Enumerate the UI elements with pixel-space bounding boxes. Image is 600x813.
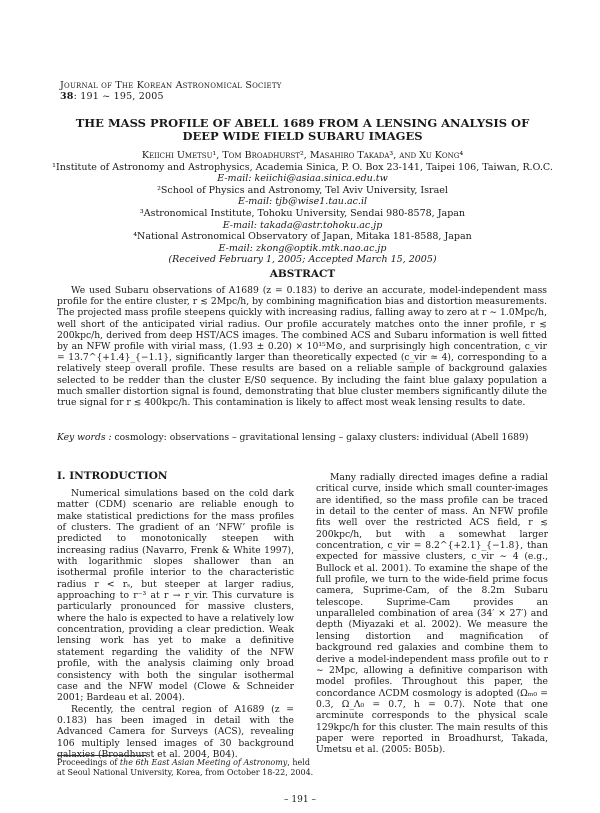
footnote-meeting: the 6th East Asian Meeting of Astronomy [119,758,288,767]
page-number: – 191 – [284,795,316,805]
right-column [316,472,548,756]
intro-paragraph-2: Recently, the central region of A1689 (z = 0.183) has been imaged in detail with the Advanced Camera for Surveys (ACS), revealing 106 multiply lensed images of 30 background galaxies (Broadhurst et al. 2004, B04). [57,703,294,760]
paper-title [60,117,545,142]
journal-volume: 38 [60,91,74,102]
footnote-suffix: , held at Seoul National University, Korea, from October 18-22, 2004. [57,758,314,777]
title-line-1: THE MASS PROFILE OF ABELL 1689 FROM A LENSING ANALYSIS OF [75,116,530,130]
email-1: E-mail: keiichi@asiaa.sinica.edu.tw [217,173,388,185]
journal-header [60,80,282,102]
intro-paragraph-3: Many radially directed images define a radial critical curve, inside which small counter-images are identified, so the mass profile can be traced in detail to the center of mass. An NFW profile fits well over the restricted ACS field, r ≲ 200kpc/h, but with a somewhat larger concentration, c_vir = 8.2^{+2.1}_{−1.8}, than expected for massive clusters, c_vir ∼ 4 (e.g., Bullock et al. 2001). To examine the shape of the full profile, we turn to the wide-field prime focus camera, Suprime-Cam, of the 8.2m Subaru telescope. Suprime-Cam provides an unparalleled combination of area (34′ × 27′) and depth (Miyazaki et al. 2002). We measure the lensing distortion and magnification of background red galaxies and combine them to derive a model-independent mass profile out to r ∼ 2Mpc, allowing a definitive comparison with model profiles. Throughout this paper, the concordance ΛCDM cosmology is adopted (Ωₘ₀ = 0.3, Ω_Λ₀ = 0.7, h = 0.7). Note that one arcminute corresponds to the physical scale 129kpc/h for this cluster. The main results of this paper were reported in Broadhurst, Takada, Umetsu et al. (2005: B05b). [316,472,548,756]
intro-paragraph-1: Numerical simulations based on the cold dark matter (CDM) scenario are reliable enough to make statistical predictions for the mass profiles of clusters. The gradient of an ‘NFW’ profile is predicted to monotonically steepen with increasing radius (Navarro, Frenk & White 1997), with logarithmic slopes shallower than an isothermal profile interior to the characteristic radius r < rₛ, but steeper at larger radius, approaching to r⁻³ at r → r_vir. This curvature is particularly pronounced for massive clusters, where the halo is expected to have a relatively low concentration, providing a clear prediction. Weak lensing work has yet to make a definitive statement regarding the validity of the NFW profile, with the analysis claiming only broad consistency with both the singular isothermal case and the NFW model (Clowe & Schneider 2001; Bardeau et al. 2004). [57,488,294,704]
email-3: E-mail: takada@astr.tohoku.ac.jp [222,219,383,231]
section-heading: I. INTRODUCTION [57,470,168,482]
author-block [40,150,565,266]
affiliation-1: ¹Institute of Astronomy and Astrophysics, Academia Sinica, P. O. Box 23-141, Taipei 106, Taiwan, R.O.C. [52,161,553,173]
email-2: E-mail: tjb@wise1.tau.ac.il [237,196,368,208]
journal-name: Journal of The Korean Astronomical Society [60,80,282,91]
received-dates: (Received February 1, 2005; Accepted March 15, 2005) [168,254,437,266]
footnote-prefix: Proceedings of [57,758,120,767]
email-4: E-mail: zkong@optik.mtk.nao.ac.jp [218,242,387,254]
keywords [57,432,547,443]
affiliation-4: ⁴National Astronomical Observatory of Japan, Mitaka 181-8588, Japan [133,231,472,243]
footnote-divider [57,755,147,756]
title-line-2: DEEP WIDE FIELD SUBARU IMAGES [182,128,423,143]
journal-volume-line [60,91,282,102]
keywords-label: Key words : [57,432,112,443]
author-names: Keiichi Umetsu¹, Tom Broadhurst², Masahiro Takada³, and Xu Kong⁴ [141,150,464,161]
affiliation-2: ²School of Physics and Astronomy, Tel Aviv University, Israel [157,184,448,196]
journal-pages: : 191 ~ 195, 2005 [73,91,164,102]
left-column [57,488,294,760]
abstract-text: We used Subaru observations of A1689 (z = 0.183) to derive an accurate, model-independent mass profile for the entire cluster, r ≲ 2Mpc/h, by combining magnification bias and distortion measurements. The projected mass profile steepens quickly with increasing radius, falling away to zero at r ∼ 1.0Mpc/h, well short of the anticipated virial radius. Our profile accurately matches onto the inner profile, r ≲ 200kpc/h, derived from deep HST/ACS images. The combined ACS and Subaru information is well fitted by an NFW profile with virial mass, (1.93 ± 0.20) × 10¹⁵M⊙, and surprisingly high concentration, c_vir = 13.7^{+1.4}_{−1.1}, significantly larger than theoretically expected (c_vir ≃ 4), corresponding to a relatively steep overall profile. These results are based on a reliable sample of background galaxies selected to be redder than the cluster E/S0 sequence. By including the faint blue galaxy population a much smaller distortion signal is found, demonstrating that blue cluster members significantly dilute the true signal for r ≲ 400kpc/h. This contamination is likely to affect most weak lensing results to date. [57,285,547,409]
abstract-heading: ABSTRACT [269,268,336,280]
affiliation-3: ³Astronomical Institute, Tohoku University, Sendai 980-8578, Japan [139,207,466,219]
keywords-text: cosmology: observations – gravitational lensing – galaxy clusters: individual (Abell 1689) [114,432,529,443]
footnote [57,758,317,778]
